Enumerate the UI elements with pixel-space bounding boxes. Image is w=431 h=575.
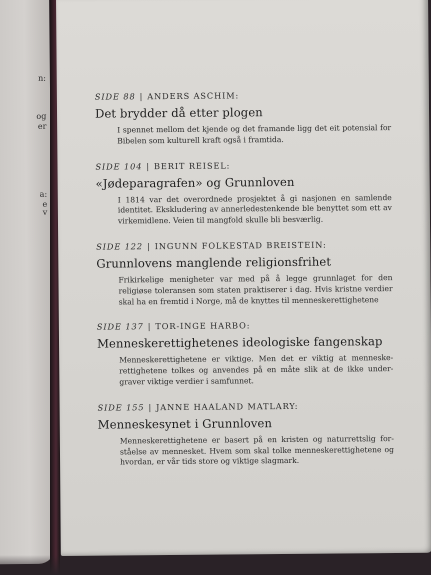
- author-name: BERIT REISEL:: [153, 160, 231, 171]
- left-page-text-fragment: og: [36, 111, 47, 121]
- toc-entry: [95, 159, 392, 228]
- entry-meta: [95, 89, 391, 102]
- page-reference: SIDE 137: [96, 321, 144, 333]
- toc-entry: [98, 400, 395, 469]
- entry-meta: [97, 319, 393, 332]
- page-reference: SIDE 104: [95, 160, 143, 172]
- left-page-text-fragment: e: [42, 199, 48, 209]
- bottom-shadow: [0, 555, 431, 575]
- chapter-title: Grunnlovens manglende religionsfrihet: [96, 254, 332, 271]
- separator: |: [139, 91, 144, 102]
- author-name: ANDERS ASCHIM:: [147, 90, 240, 102]
- left-page-text-fragment: er: [37, 121, 47, 131]
- entry-meta: [98, 400, 394, 413]
- separator: |: [147, 321, 152, 332]
- left-page-text-fragment: a:: [39, 189, 48, 199]
- author-name: INGUNN FOLKESTAD BREISTEIN:: [154, 239, 327, 252]
- toc-entry: [97, 319, 394, 388]
- author-name: TOR-INGE HARBO:: [155, 320, 251, 332]
- left-page-edge: [0, 0, 55, 564]
- chapter-title: Menneskerettighetenes ideologiske fangenskap: [96, 334, 383, 352]
- chapter-summary: I spennet mellom det kjende og det framande ligg det eit potensial for Bibelen som kulturell kraft også i framtida.: [117, 123, 392, 146]
- chapter-summary: Frikirkelige menigheter var med på å legge grunnlaget for den religiøse toleransen som staten praktiserer i dag. Hvis kristne verdier skal ha en fremtid i Norge, må de knyttes til menneskerettighetene: [118, 273, 393, 307]
- toc-entry: [95, 89, 391, 147]
- entry-meta: [95, 159, 391, 172]
- page-reference: SIDE 155: [97, 402, 145, 413]
- table-of-contents: [95, 89, 394, 483]
- entry-meta: [96, 239, 392, 252]
- chapter-title: Det brydder då etter plogen: [94, 105, 263, 121]
- separator: |: [146, 160, 151, 171]
- book-page: [56, 0, 431, 556]
- page-reference: SIDE 88: [94, 91, 136, 102]
- separator: |: [148, 401, 153, 412]
- left-page-text-fragment: v: [42, 207, 48, 217]
- separator: |: [146, 241, 151, 252]
- author-name: JANNE HAALAND MATLARY:: [156, 400, 299, 412]
- chapter-summary: Menneskerettighetene er viktige. Men det er viktig at menneskerettighetene tolkes og anvendes på en måte slik at de ikke undergraver viktige verdier i samfunnet.: [119, 353, 394, 387]
- page-reference: SIDE 122: [96, 241, 144, 252]
- toc-entry: [96, 239, 393, 308]
- chapter-summary: I 1814 var det overordnede prosjektet å gi nasjonen en samlende identitet. Ekskludering av annerledestenkende ble benyttet som ett av virkemidlene. Veien til mangfold skulle bli besværlig.: [117, 192, 392, 226]
- chapter-title: «Jødeparagrafen» og Grunnloven: [95, 174, 295, 191]
- left-page-text-fragment: n:: [37, 73, 46, 83]
- chapter-title: Menneskesynet i Grunnloven: [97, 415, 273, 432]
- chapter-summary: Menneskerettighetene er basert på en kristen og naturrettslig forståelse av mennesket. Hvem som skal tolke menneskerettighetene og hvordan, er vår tids store og viktige slagmark.: [119, 433, 395, 467]
